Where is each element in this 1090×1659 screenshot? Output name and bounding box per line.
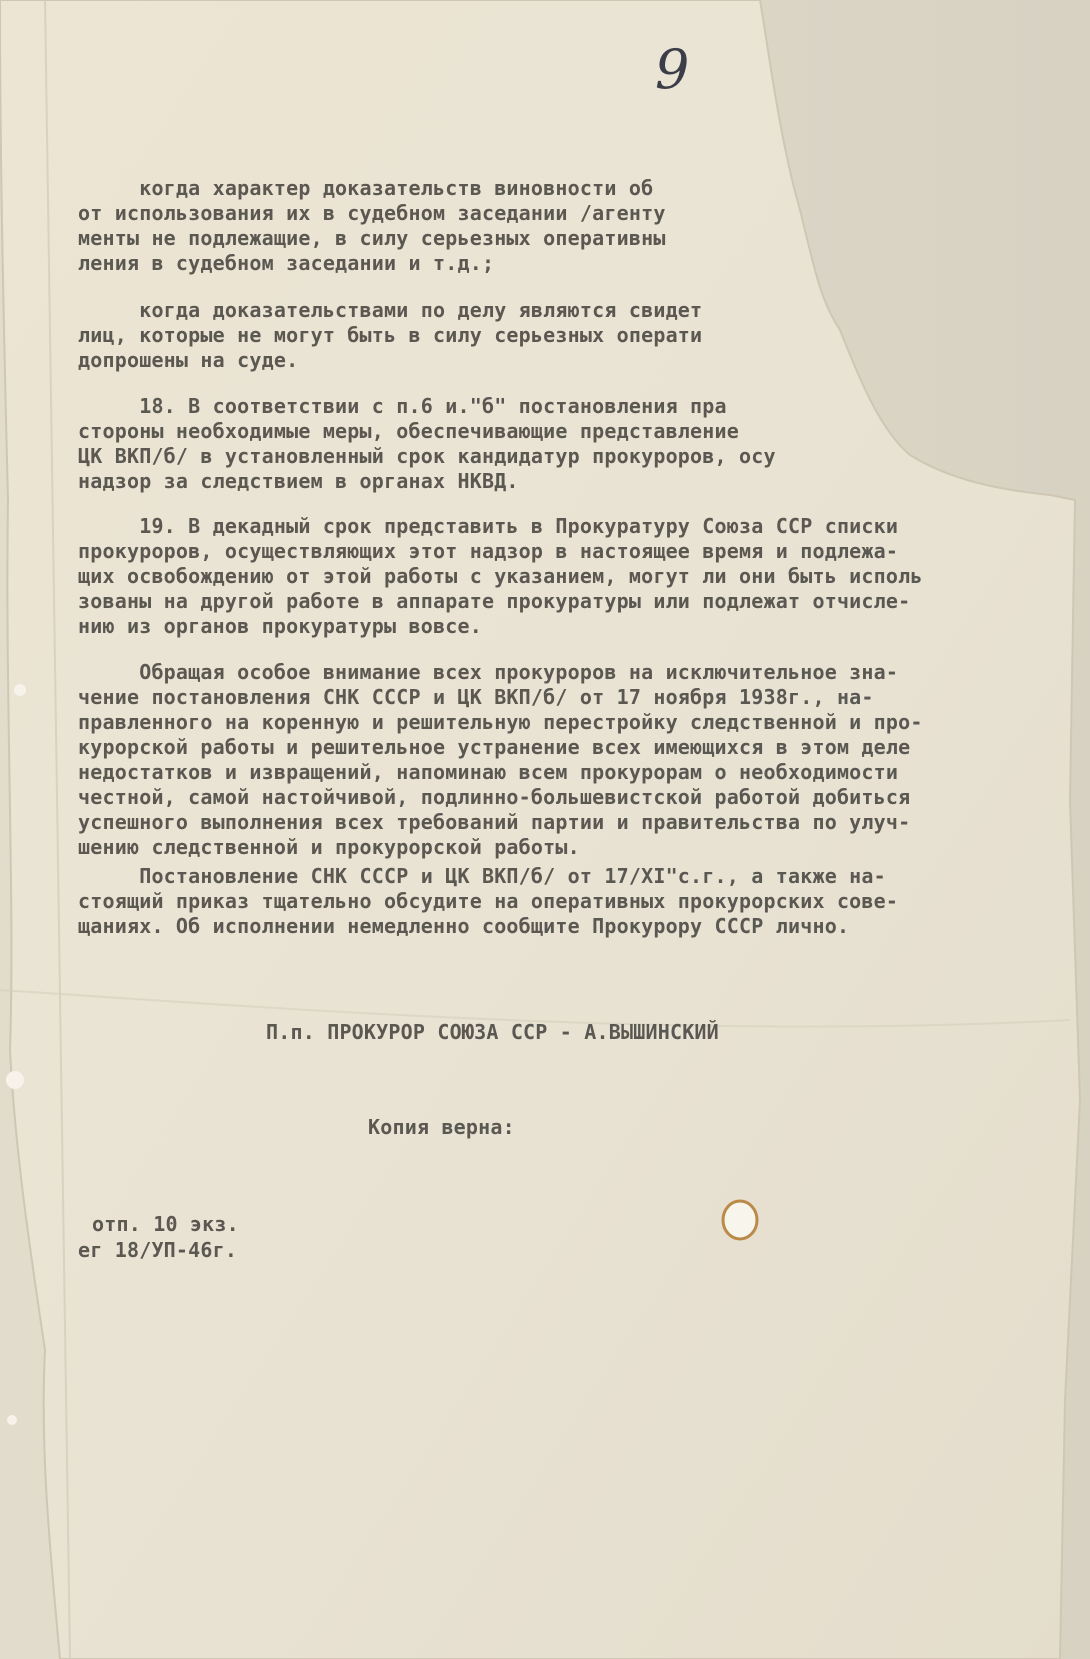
- paragraph-line: правленного на коренную и решительную перестройку следственной и про-: [78, 710, 923, 734]
- paragraph-line: недостатков и извращений, напоминаю всем прокурорам о необходимости: [78, 760, 899, 784]
- paragraph-line: прокуроров, осуществляющих этот надзор в настоящее время и подлежа-: [78, 539, 899, 563]
- signature-line: П.п. ПРОКУРОР СОЮЗА ССР - А.ВЫШИНСКИЙ: [266, 1020, 719, 1044]
- paragraph-line: 19. В декадный срок представить в Прокуратуру Союза ССР списки: [78, 514, 899, 538]
- paragraph-line: допрошены на суде.: [78, 348, 299, 372]
- paragraph-line: Постановление СНК СССР и ЦК ВКП/б/ от 17/XI"с.г., а также на-: [78, 864, 886, 888]
- paragraph-line: щаниях. Об исполнении немедленно сообщите Прокурору СССР лично.: [78, 914, 850, 938]
- page-number: 9: [655, 38, 690, 101]
- paragraph-line: стороны необходимые меры, обеспечивающие представление: [78, 419, 740, 443]
- copy-certified-label: Копия верна:: [368, 1115, 515, 1139]
- paragraph-line: лиц, которые не могут быть в силу серьезных операти: [78, 323, 703, 347]
- paragraph-line: зованы на другой работе в аппарате прокуратуры или подлежат отчисле-: [78, 589, 911, 613]
- paragraph-line: Обращая особое внимание всех прокуроров на исключительное зна-: [78, 660, 899, 684]
- paragraph-line: курорской работы и решительное устранение всех имеющихся в этом деле: [78, 735, 911, 759]
- paragraph-line: стоящий приказ тщательно обсудите на оперативных прокурорских сове-: [78, 889, 899, 913]
- paragraph-line: успешного выполнения всех требований партии и правительства по улуч-: [78, 810, 911, 834]
- paragraph-line: когда характер доказательств виновности об: [78, 176, 654, 200]
- paragraph-line: ЦК ВКП/б/ в установленный срок кандидатур прокуроров, осу: [78, 444, 776, 468]
- paragraph-line: от использования их в судебном заседании /агенту: [78, 201, 666, 225]
- footer-copies: отп. 10 экз.: [92, 1212, 239, 1236]
- paragraph-line: шению следственной и прокурорской работы.: [78, 835, 580, 859]
- footer-reference: ег 18/УП-46г.: [78, 1238, 238, 1262]
- paragraph-line: когда доказательствами по делу являются свидет: [78, 298, 703, 322]
- paragraph-line: надзор за следствием в органах НКВД.: [78, 469, 519, 493]
- paragraph-line: честной, самой настойчивой, подлинно-большевистской работой добиться: [78, 785, 911, 809]
- paragraph-line: менты не подлежащие, в силу серьезных оперативны: [78, 226, 666, 250]
- paragraph-line: нию из органов прокуратуры вовсе.: [78, 614, 482, 638]
- paragraph-line: 18. В соответствии с п.6 и."б" постановления пра: [78, 394, 727, 418]
- paragraph-line: чение постановления СНК СССР и ЦК ВКП/б/ от 17 ноября 1938г., на-: [78, 685, 874, 709]
- paragraph-line: ления в судебном заседании и т.д.;: [78, 251, 495, 275]
- paragraph-line: щих освобождению от этой работы с указанием, могут ли они быть исполь: [78, 564, 923, 588]
